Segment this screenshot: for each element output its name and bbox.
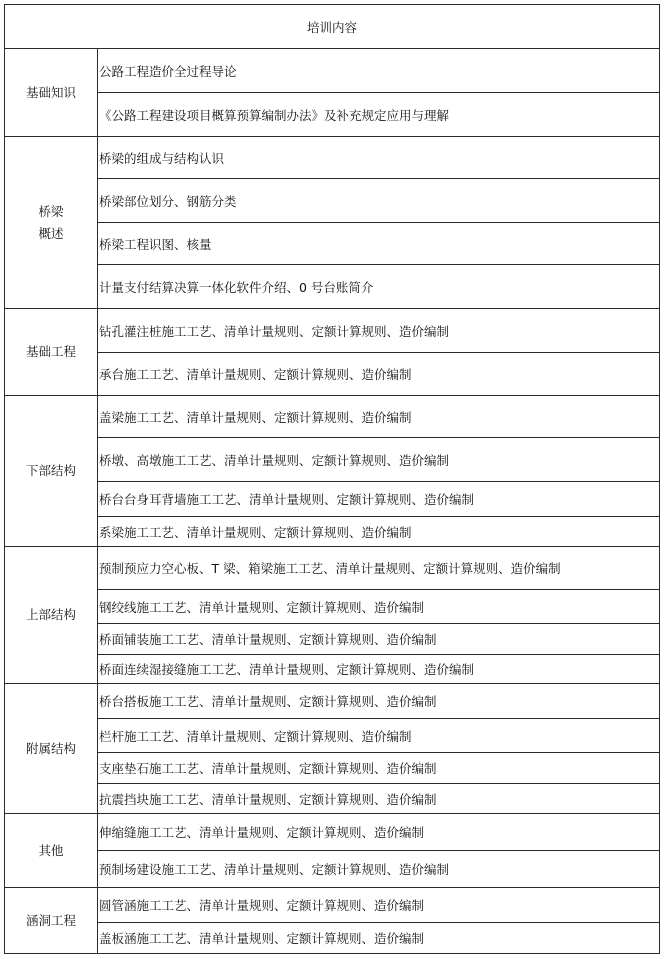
table-row	[5, 784, 660, 814]
category-label: 下部结构	[25, 463, 76, 478]
content-item: 盖梁施工工艺、清单计量规则、定额计算规则、造价编制	[98, 396, 660, 438]
content-item: 抗震挡块施工工艺、清单计量规则、定额计算规则、造价编制	[98, 784, 660, 814]
category-cell	[5, 49, 98, 137]
category-label: 桥梁	[38, 203, 64, 219]
table-header: 培训内容	[5, 5, 660, 49]
content-item: 圆管涵施工工艺、清单计量规则、定额计算规则、造价编制	[98, 888, 660, 923]
category-cell	[5, 684, 98, 814]
table-row	[5, 624, 660, 655]
table-row	[5, 590, 660, 624]
table-row	[5, 814, 660, 851]
content-item: 系梁施工工艺、清单计量规则、定额计算规则、造价编制	[98, 517, 660, 547]
table-row	[5, 684, 660, 719]
content-item: 栏杆施工工艺、清单计量规则、定额计算规则、造价编制	[98, 719, 660, 753]
content-item: 桥梁工程识图、核量	[98, 223, 660, 265]
table-row	[5, 851, 660, 888]
table-row	[5, 517, 660, 547]
category-label: 基础工程	[25, 344, 76, 359]
category-cell	[5, 814, 98, 888]
table-row	[5, 438, 660, 482]
category-cell	[5, 888, 98, 954]
content-item: 计量支付结算决算一体化软件介绍、0 号台账简介	[98, 265, 660, 309]
content-item: 盖板涵施工工艺、清单计量规则、定额计算规则、造价编制	[98, 923, 660, 954]
content-item: 桥台台身耳背墙施工工艺、清单计量规则、定额计算规则、造价编制	[98, 482, 660, 517]
table-body	[5, 5, 660, 954]
table-row	[5, 49, 660, 93]
content-item: 承台施工工艺、清单计量规则、定额计算规则、造价编制	[98, 353, 660, 396]
table-row	[5, 396, 660, 438]
table-row	[5, 179, 660, 223]
table-row	[5, 547, 660, 590]
table-row	[5, 719, 660, 753]
table-row	[5, 223, 660, 265]
table-row	[5, 482, 660, 517]
content-item: 伸缩缝施工工艺、清单计量规则、定额计算规则、造价编制	[98, 814, 660, 851]
content-item: 支座垫石施工工艺、清单计量规则、定额计算规则、造价编制	[98, 753, 660, 784]
category-label: 上部结构	[25, 607, 76, 622]
content-item: 钢绞线施工工艺、清单计量规则、定额计算规则、造价编制	[98, 590, 660, 624]
category-label: 概述	[38, 225, 64, 241]
content-item: 钻孔灌注桩施工工艺、清单计量规则、定额计算规则、造价编制	[98, 309, 660, 353]
content-item: 桥面铺装施工工艺、清单计量规则、定额计算规则、造价编制	[98, 624, 660, 655]
table-row	[5, 265, 660, 309]
table-row	[5, 137, 660, 179]
table-row	[5, 353, 660, 396]
table-row	[5, 753, 660, 784]
category-cell	[5, 137, 98, 309]
category-cell	[5, 547, 98, 684]
content-item: 桥梁的组成与结构认识	[98, 137, 660, 179]
content-item: 桥台搭板施工工艺、清单计量规则、定额计算规则、造价编制	[98, 684, 660, 719]
table-row	[5, 888, 660, 923]
table-row	[5, 655, 660, 684]
table-row	[5, 923, 660, 954]
category-cell	[5, 396, 98, 547]
category-label: 附属结构	[25, 740, 76, 756]
category-label: 涵洞工程	[25, 912, 76, 928]
category-label: 基础知识	[25, 84, 76, 100]
table-header-row	[5, 5, 660, 49]
content-item: 桥面连续湿接缝施工工艺、清单计量规则、定额计算规则、造价编制	[98, 655, 660, 684]
table-row	[5, 309, 660, 353]
table-row	[5, 93, 660, 137]
category-label: 其他	[38, 842, 64, 858]
training-content-table	[4, 4, 660, 954]
category-cell	[5, 309, 98, 396]
content-item: 桥墩、高墩施工工艺、清单计量规则、定额计算规则、造价编制	[98, 438, 660, 482]
content-item: 预制预应力空心板、T 梁、箱梁施工工艺、清单计量规则、定额计算规则、造价编制	[98, 547, 660, 590]
content-item: 公路工程造价全过程导论	[98, 49, 660, 93]
content-item: 桥梁部位划分、钢筋分类	[98, 179, 660, 223]
content-item: 《公路工程建设项目概算预算编制办法》及补充规定应用与理解	[98, 93, 660, 137]
content-item: 预制场建设施工工艺、清单计量规则、定额计算规则、造价编制	[98, 851, 660, 888]
